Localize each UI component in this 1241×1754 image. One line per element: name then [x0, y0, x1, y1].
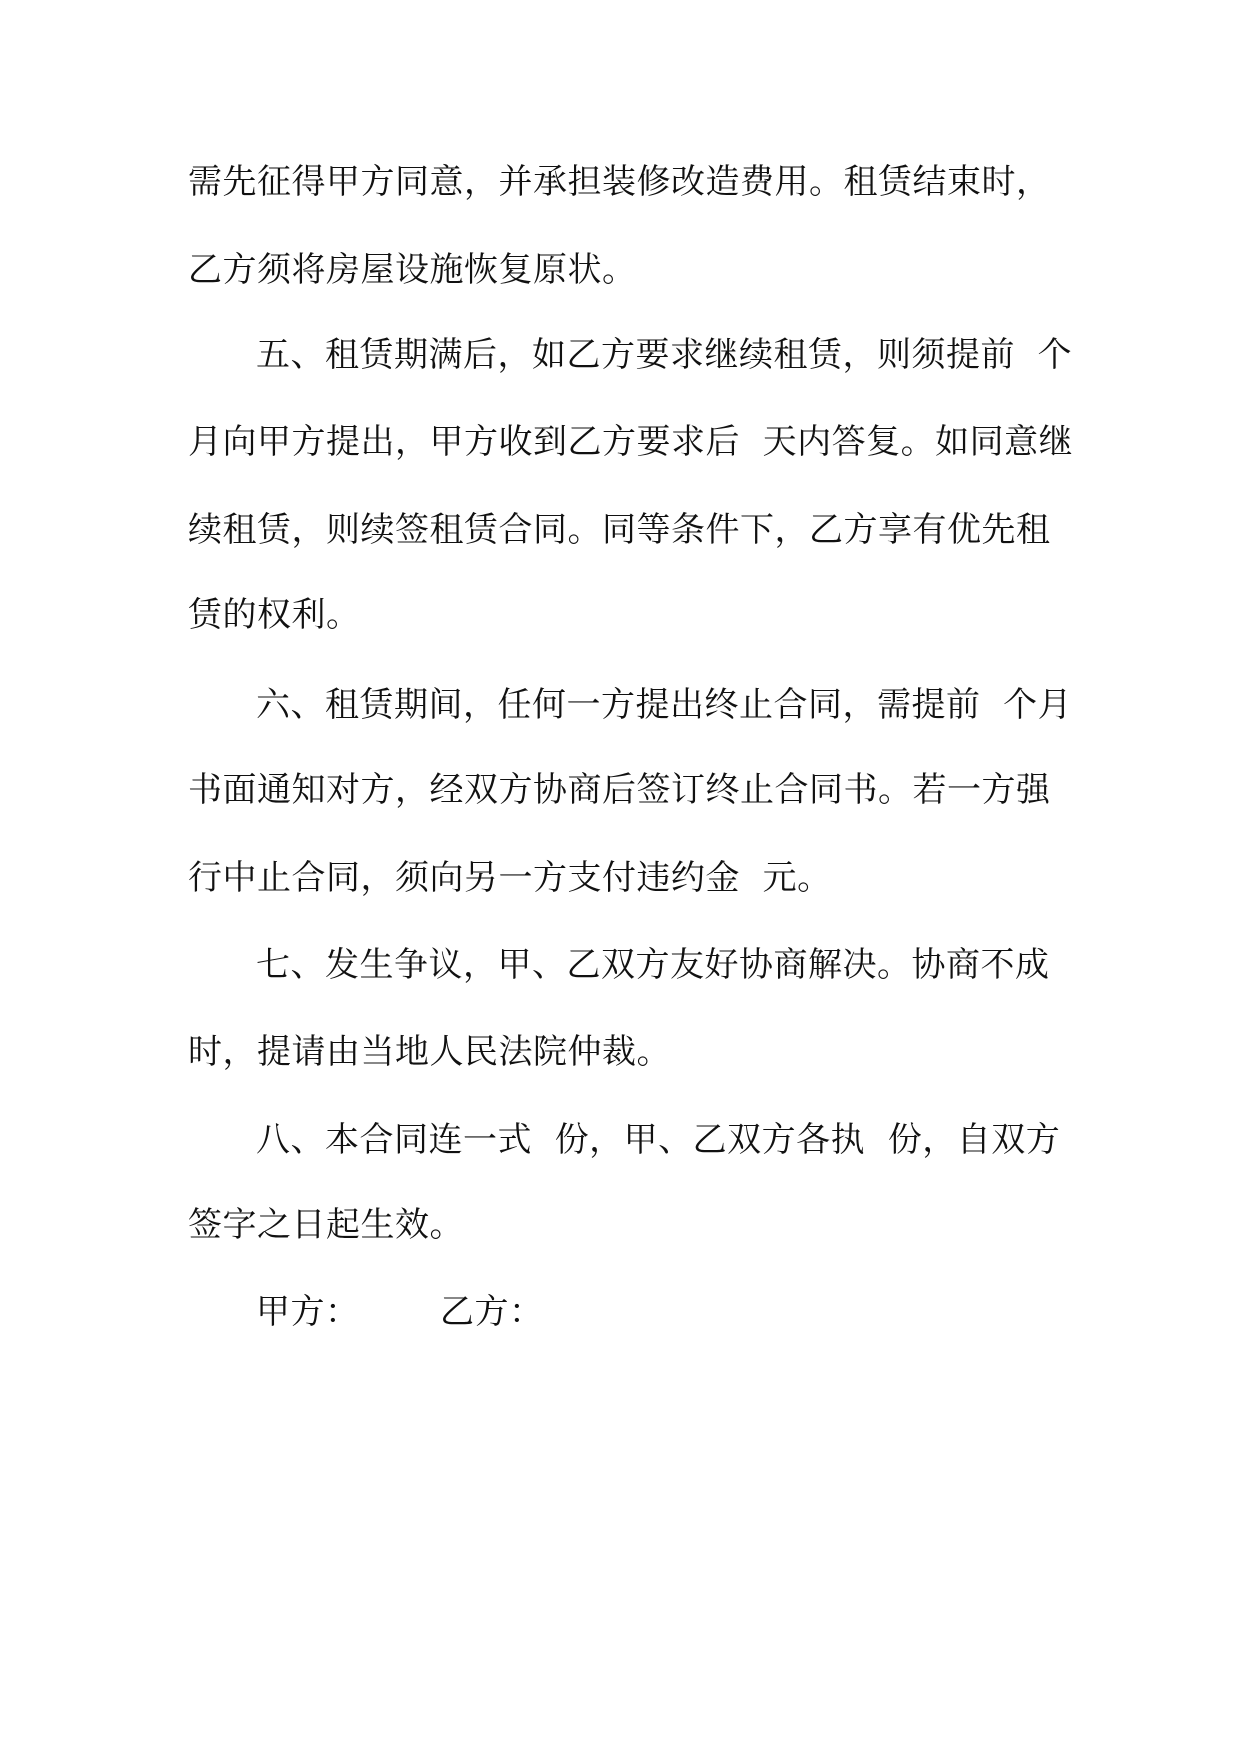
- clause-4-line-3: 乙方须将房屋设施恢复原状。: [188, 250, 637, 290]
- clause-5-line-2: 月向甲方提出，甲方收到乙方要求后 天内答复。如同意继: [188, 422, 1074, 462]
- clause-5-line-4: 赁的权利。: [188, 595, 361, 635]
- clause-5-line-1: 五、租赁期满后，如乙方要求继续租赁，则须提前 个: [256, 335, 1073, 375]
- clause-7-line-1: 七、发生争议，甲、乙双方友好协商解决。协商不成: [256, 945, 1050, 985]
- party-a-signature: 甲方：: [256, 1292, 360, 1332]
- party-b-signature: 乙方：: [440, 1292, 544, 1332]
- clause-4-line-2: 需先征得甲方同意，并承担装修改造费用。租赁结束时，: [188, 162, 1051, 202]
- clause-7-line-2: 时，提请由当地人民法院仲裁。: [188, 1032, 671, 1072]
- clause-5-line-3: 续租赁，则续签租赁合同。同等条件下，乙方享有优先租: [188, 510, 1051, 550]
- clause-6-line-1: 六、租赁期间，任何一方提出终止合同，需提前 个月: [256, 685, 1073, 725]
- clause-6-line-2: 书面通知对方，经双方协商后签订终止合同书。若一方强: [188, 770, 1051, 810]
- clause-8-line-1: 八、本合同连一式 份，甲、乙双方各执 份，自双方: [256, 1120, 1061, 1160]
- clause-6-line-3: 行中止合同，须向另一方支付违约金 元。: [188, 858, 832, 898]
- clause-8-line-2: 签字之日起生效。: [188, 1205, 464, 1245]
